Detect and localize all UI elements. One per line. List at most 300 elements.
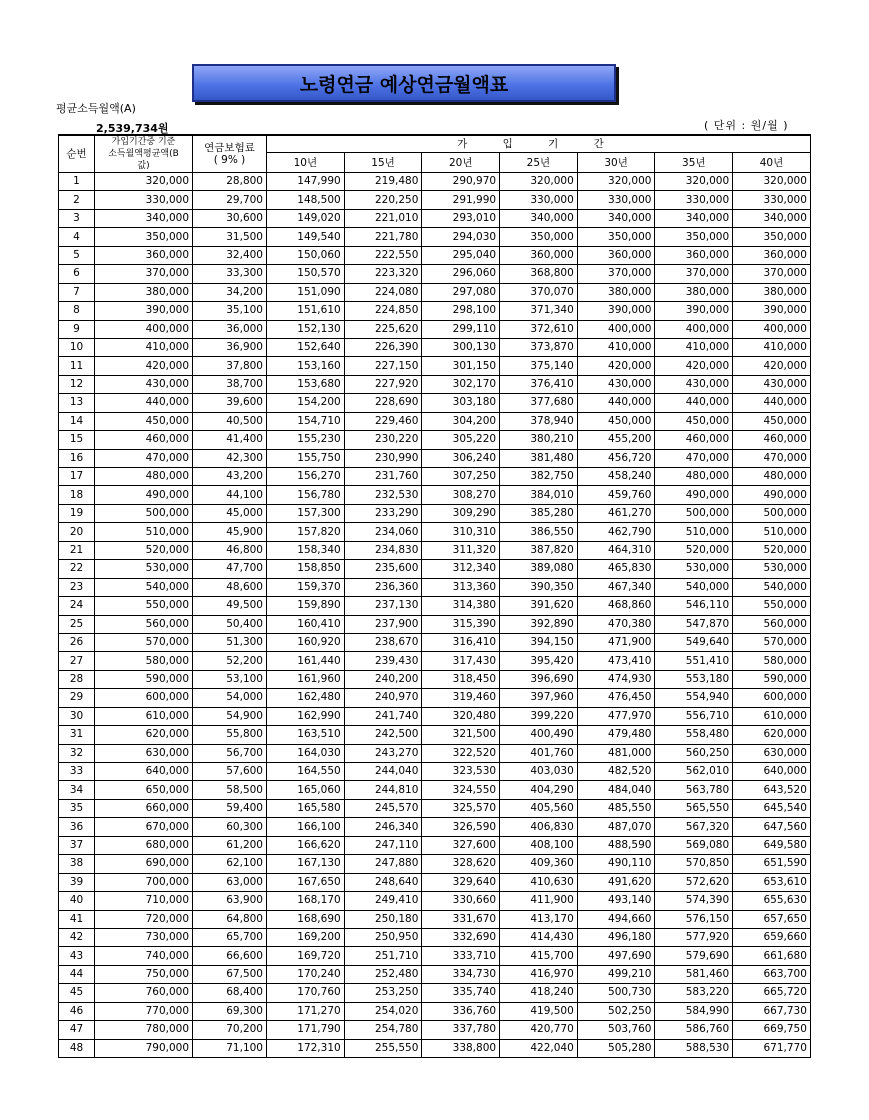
table-cell: 151,090 (267, 283, 345, 301)
table-cell: 308,270 (422, 486, 500, 504)
table-cell: 569,080 (655, 836, 733, 854)
table-cell: 750,000 (95, 965, 193, 983)
header-year: 25년 (500, 153, 578, 173)
table-cell: 659,660 (733, 928, 811, 946)
table-row (59, 855, 811, 873)
table-cell: 297,080 (422, 283, 500, 301)
table-cell: 661,680 (733, 947, 811, 965)
table-cell: 29,700 (193, 191, 267, 209)
table-cell: 62,100 (193, 855, 267, 873)
table-cell: 330,000 (500, 191, 578, 209)
table-cell: 252,480 (344, 965, 422, 983)
table-cell: 31,500 (193, 228, 267, 246)
table-cell: 464,310 (577, 541, 655, 559)
table-cell: 255,550 (344, 1039, 422, 1057)
table-cell: 415,700 (500, 947, 578, 965)
table-cell: 397,960 (500, 689, 578, 707)
table-cell: 583,220 (655, 984, 733, 1002)
table-cell: 474,930 (577, 670, 655, 688)
table-cell: 572,620 (655, 873, 733, 891)
table-cell: 331,670 (422, 910, 500, 928)
table-cell: 560,250 (655, 744, 733, 762)
table-cell: 56,700 (193, 744, 267, 762)
table-row (59, 873, 811, 891)
table-cell: 294,030 (422, 228, 500, 246)
table-cell: 482,520 (577, 763, 655, 781)
table-cell: 450,000 (577, 412, 655, 430)
table-row (59, 560, 811, 578)
table-cell: 149,020 (267, 209, 345, 227)
row-number: 4 (59, 228, 95, 246)
table-cell: 471,900 (577, 633, 655, 651)
table-cell: 149,540 (267, 228, 345, 246)
table-row (59, 984, 811, 1002)
table-row (59, 246, 811, 264)
header-year: 10년 (267, 153, 345, 173)
table-cell: 53,100 (193, 670, 267, 688)
table-cell: 565,550 (655, 799, 733, 817)
table-cell: 50,400 (193, 615, 267, 633)
table-cell: 643,520 (733, 781, 811, 799)
row-number: 42 (59, 928, 95, 946)
table-cell: 243,270 (344, 744, 422, 762)
table-cell: 40,500 (193, 412, 267, 430)
table-cell: 320,000 (95, 173, 193, 191)
table-cell: 420,770 (500, 1021, 578, 1039)
table-cell: 162,990 (267, 707, 345, 725)
table-cell: 66,600 (193, 947, 267, 965)
table-cell: 416,970 (500, 965, 578, 983)
row-number: 21 (59, 541, 95, 559)
row-number: 12 (59, 375, 95, 393)
row-number: 29 (59, 689, 95, 707)
row-number: 32 (59, 744, 95, 762)
table-cell: 298,100 (422, 302, 500, 320)
table-row (59, 1021, 811, 1039)
table-cell: 165,060 (267, 781, 345, 799)
table-cell: 159,370 (267, 578, 345, 596)
table-cell: 665,720 (733, 984, 811, 1002)
table-cell: 330,660 (422, 892, 500, 910)
table-cell: 420,000 (577, 357, 655, 375)
table-cell: 494,660 (577, 910, 655, 928)
table-cell: 418,240 (500, 984, 578, 1002)
row-number: 44 (59, 965, 95, 983)
table-cell: 496,180 (577, 928, 655, 946)
table-row (59, 965, 811, 983)
row-number: 45 (59, 984, 95, 1002)
row-number: 8 (59, 302, 95, 320)
table-cell: 563,780 (655, 781, 733, 799)
table-cell: 244,810 (344, 781, 422, 799)
table-cell: 510,000 (655, 523, 733, 541)
table-row (59, 265, 811, 283)
table-cell: 250,180 (344, 910, 422, 928)
table-cell: 350,000 (655, 228, 733, 246)
row-number: 28 (59, 670, 95, 688)
table-cell: 590,000 (733, 670, 811, 688)
table-cell: 460,000 (95, 431, 193, 449)
table-cell: 229,460 (344, 412, 422, 430)
table-cell: 458,240 (577, 468, 655, 486)
table-cell: 254,780 (344, 1021, 422, 1039)
table-cell: 293,010 (422, 209, 500, 227)
table-cell: 41,400 (193, 431, 267, 449)
table-cell: 323,530 (422, 763, 500, 781)
table-cell: 250,950 (344, 928, 422, 946)
table-cell: 219,480 (344, 173, 422, 191)
table-cell: 500,730 (577, 984, 655, 1002)
table-cell: 551,410 (655, 652, 733, 670)
table-cell: 410,000 (733, 338, 811, 356)
table-cell: 164,030 (267, 744, 345, 762)
table-cell: 491,620 (577, 873, 655, 891)
table-row (59, 947, 811, 965)
table-cell: 620,000 (95, 726, 193, 744)
table-cell: 233,290 (344, 504, 422, 522)
table-cell: 227,150 (344, 357, 422, 375)
table-cell: 390,000 (95, 302, 193, 320)
table-cell: 164,550 (267, 763, 345, 781)
table-cell: 168,170 (267, 892, 345, 910)
table-cell: 330,000 (733, 191, 811, 209)
table-cell: 700,000 (95, 873, 193, 891)
table-cell: 319,460 (422, 689, 500, 707)
row-number: 17 (59, 468, 95, 486)
row-number: 37 (59, 836, 95, 854)
table-cell: 530,000 (95, 560, 193, 578)
table-cell: 360,000 (733, 246, 811, 264)
table-cell: 320,000 (655, 173, 733, 191)
table-cell: 157,820 (267, 523, 345, 541)
page-title: 노령연금 예상연금월액표 (192, 64, 616, 102)
table-cell: 455,200 (577, 431, 655, 449)
table-cell: 51,300 (193, 633, 267, 651)
table-cell: 296,060 (422, 265, 500, 283)
table-cell: 450,000 (655, 412, 733, 430)
table-cell: 400,000 (577, 320, 655, 338)
table-cell: 380,000 (95, 283, 193, 301)
header-year: 35년 (655, 153, 733, 173)
header-year: 20년 (422, 153, 500, 173)
row-number: 19 (59, 504, 95, 522)
row-number: 6 (59, 265, 95, 283)
table-cell: 234,830 (344, 541, 422, 559)
table-cell: 576,150 (655, 910, 733, 928)
table-cell: 465,830 (577, 560, 655, 578)
table-row (59, 928, 811, 946)
table-row (59, 431, 811, 449)
table-cell: 380,210 (500, 431, 578, 449)
table-cell: 381,480 (500, 449, 578, 467)
table-cell: 350,000 (95, 228, 193, 246)
table-cell: 390,000 (733, 302, 811, 320)
row-number: 41 (59, 910, 95, 928)
table-cell: 60,300 (193, 818, 267, 836)
table-cell: 480,000 (95, 468, 193, 486)
table-cell: 490,000 (655, 486, 733, 504)
table-cell: 647,560 (733, 818, 811, 836)
table-cell: 558,480 (655, 726, 733, 744)
table-cell: 166,620 (267, 836, 345, 854)
table-cell: 169,720 (267, 947, 345, 965)
table-row (59, 486, 811, 504)
table-cell: 170,240 (267, 965, 345, 983)
table-row (59, 689, 811, 707)
table-cell: 224,850 (344, 302, 422, 320)
table-cell: 155,230 (267, 431, 345, 449)
table-cell: 171,270 (267, 1002, 345, 1020)
row-number: 34 (59, 781, 95, 799)
table-cell: 530,000 (733, 560, 811, 578)
table-row (59, 707, 811, 725)
table-cell: 70,200 (193, 1021, 267, 1039)
table-cell: 48,600 (193, 578, 267, 596)
table-cell: 150,060 (267, 246, 345, 264)
row-number: 20 (59, 523, 95, 541)
table-cell: 54,900 (193, 707, 267, 725)
table-cell: 396,690 (500, 670, 578, 688)
table-cell: 710,000 (95, 892, 193, 910)
table-cell: 57,600 (193, 763, 267, 781)
table-cell: 770,000 (95, 1002, 193, 1020)
table-cell: 340,000 (655, 209, 733, 227)
table-cell: 390,000 (577, 302, 655, 320)
table-cell: 328,620 (422, 855, 500, 873)
table-cell: 590,000 (95, 670, 193, 688)
table-header (59, 135, 811, 173)
table-cell: 380,000 (655, 283, 733, 301)
row-number: 48 (59, 1039, 95, 1057)
row-number: 46 (59, 1002, 95, 1020)
table-cell: 400,000 (655, 320, 733, 338)
table-cell: 340,000 (733, 209, 811, 227)
table-cell: 588,530 (655, 1039, 733, 1057)
table-cell: 69,300 (193, 1002, 267, 1020)
table-cell: 330,000 (577, 191, 655, 209)
table-cell: 461,270 (577, 504, 655, 522)
table-cell: 248,640 (344, 873, 422, 891)
table-cell: 220,250 (344, 191, 422, 209)
header-year: 40년 (733, 153, 811, 173)
table-cell: 420,000 (95, 357, 193, 375)
table-cell: 350,000 (577, 228, 655, 246)
table-cell: 52,200 (193, 652, 267, 670)
table-cell: 368,800 (500, 265, 578, 283)
table-cell: 153,160 (267, 357, 345, 375)
row-number: 35 (59, 799, 95, 817)
table-cell: 484,040 (577, 781, 655, 799)
table-cell: 350,000 (733, 228, 811, 246)
row-number: 25 (59, 615, 95, 633)
table-cell: 310,310 (422, 523, 500, 541)
table-row (59, 191, 811, 209)
table-cell: 456,720 (577, 449, 655, 467)
table-cell: 235,600 (344, 560, 422, 578)
table-cell: 586,760 (655, 1021, 733, 1039)
table-cell: 223,320 (344, 265, 422, 283)
table-cell: 322,520 (422, 744, 500, 762)
table-row (59, 744, 811, 762)
table-cell: 299,110 (422, 320, 500, 338)
table-cell: 228,690 (344, 394, 422, 412)
table-cell: 579,690 (655, 947, 733, 965)
table-cell: 378,940 (500, 412, 578, 430)
table-cell: 377,680 (500, 394, 578, 412)
table-cell: 405,560 (500, 799, 578, 817)
table-cell: 630,000 (733, 744, 811, 762)
table-cell: 440,000 (655, 394, 733, 412)
table-cell: 540,000 (95, 578, 193, 596)
table-cell: 549,640 (655, 633, 733, 651)
table-row (59, 726, 811, 744)
table-cell: 567,320 (655, 818, 733, 836)
table-cell: 480,000 (733, 468, 811, 486)
table-cell: 39,600 (193, 394, 267, 412)
table-cell: 479,480 (577, 726, 655, 744)
table-cell: 640,000 (95, 763, 193, 781)
table-cell: 161,960 (267, 670, 345, 688)
table-cell: 440,000 (95, 394, 193, 412)
table-cell: 246,340 (344, 818, 422, 836)
table-cell: 370,000 (733, 265, 811, 283)
row-number: 24 (59, 597, 95, 615)
table-cell: 295,040 (422, 246, 500, 264)
table-cell: 610,000 (95, 707, 193, 725)
table-cell: 430,000 (655, 375, 733, 393)
table-cell: 163,510 (267, 726, 345, 744)
table-cell: 160,920 (267, 633, 345, 651)
table-cell: 340,000 (95, 209, 193, 227)
table-row (59, 781, 811, 799)
table-cell: 620,000 (733, 726, 811, 744)
table-cell: 336,760 (422, 1002, 500, 1020)
table-cell: 154,200 (267, 394, 345, 412)
table-cell: 249,410 (344, 892, 422, 910)
table-cell: 312,340 (422, 560, 500, 578)
table-cell: 493,140 (577, 892, 655, 910)
table-cell: 160,410 (267, 615, 345, 633)
table-cell: 401,760 (500, 744, 578, 762)
table-cell: 510,000 (733, 523, 811, 541)
table-cell: 63,000 (193, 873, 267, 891)
table-row (59, 615, 811, 633)
table-cell: 45,900 (193, 523, 267, 541)
table-cell: 520,000 (95, 541, 193, 559)
table-cell: 303,180 (422, 394, 500, 412)
table-cell: 409,360 (500, 855, 578, 873)
table-cell: 167,130 (267, 855, 345, 873)
row-number: 7 (59, 283, 95, 301)
table-cell: 460,000 (655, 431, 733, 449)
table-cell: 35,100 (193, 302, 267, 320)
table-cell: 321,500 (422, 726, 500, 744)
table-cell: 242,500 (344, 726, 422, 744)
table-row (59, 209, 811, 227)
table-cell: 230,990 (344, 449, 422, 467)
table-cell: 419,500 (500, 1002, 578, 1020)
table-cell: 313,360 (422, 578, 500, 596)
table-cell: 63,900 (193, 892, 267, 910)
row-number: 23 (59, 578, 95, 596)
table-cell: 570,000 (95, 633, 193, 651)
table-row (59, 320, 811, 338)
table-cell: 59,400 (193, 799, 267, 817)
table-cell: 291,990 (422, 191, 500, 209)
table-row (59, 394, 811, 412)
table-cell: 450,000 (95, 412, 193, 430)
table-cell: 171,790 (267, 1021, 345, 1039)
table-cell: 690,000 (95, 855, 193, 873)
table-cell: 660,000 (95, 799, 193, 817)
table-cell: 36,900 (193, 338, 267, 356)
table-cell: 581,460 (655, 965, 733, 983)
table-cell: 550,000 (95, 597, 193, 615)
table-cell: 327,600 (422, 836, 500, 854)
avg-income-value: 2,539,734원 (96, 122, 169, 135)
table-cell: 170,760 (267, 984, 345, 1002)
table-cell: 410,000 (655, 338, 733, 356)
table-cell: 302,170 (422, 375, 500, 393)
table-cell: 553,180 (655, 670, 733, 688)
table-cell: 653,610 (733, 873, 811, 891)
table-row (59, 357, 811, 375)
table-cell: 251,710 (344, 947, 422, 965)
table-cell: 470,000 (655, 449, 733, 467)
table-cell: 657,650 (733, 910, 811, 928)
table-cell: 32,400 (193, 246, 267, 264)
table-cell: 332,690 (422, 928, 500, 946)
table-cell: 410,630 (500, 873, 578, 891)
table-cell: 600,000 (733, 689, 811, 707)
table-cell: 373,870 (500, 338, 578, 356)
table-cell: 403,030 (500, 763, 578, 781)
table-cell: 406,830 (500, 818, 578, 836)
table-cell: 61,200 (193, 836, 267, 854)
table-cell: 410,000 (577, 338, 655, 356)
table-cell: 546,110 (655, 597, 733, 615)
table-cell: 584,990 (655, 1002, 733, 1020)
table-cell: 152,640 (267, 338, 345, 356)
unit-label: ( 단위 : 원/월 ) (704, 119, 789, 132)
row-number: 38 (59, 855, 95, 873)
table-cell: 390,000 (655, 302, 733, 320)
table-cell: 324,550 (422, 781, 500, 799)
table-cell: 651,590 (733, 855, 811, 873)
table-cell: 790,000 (95, 1039, 193, 1057)
table-cell: 408,100 (500, 836, 578, 854)
table-cell: 325,570 (422, 799, 500, 817)
table-cell: 155,750 (267, 449, 345, 467)
table-cell: 360,000 (95, 246, 193, 264)
table-cell: 440,000 (577, 394, 655, 412)
header-premium-line1: 연금보험료 (204, 142, 255, 154)
pension-table (58, 134, 811, 1058)
header-income-line1: 가입기간중 기준 (111, 137, 176, 147)
table-cell: 485,550 (577, 799, 655, 817)
table-cell: 500,000 (95, 504, 193, 522)
header-income (95, 135, 193, 173)
header-year: 30년 (577, 153, 655, 173)
table-cell: 65,700 (193, 928, 267, 946)
header-income-line2: 소득월액평균액(B (108, 149, 179, 159)
table-cell: 158,850 (267, 560, 345, 578)
table-row (59, 836, 811, 854)
table-cell: 161,440 (267, 652, 345, 670)
table-cell: 481,000 (577, 744, 655, 762)
table-cell: 562,010 (655, 763, 733, 781)
table-cell: 254,020 (344, 1002, 422, 1020)
